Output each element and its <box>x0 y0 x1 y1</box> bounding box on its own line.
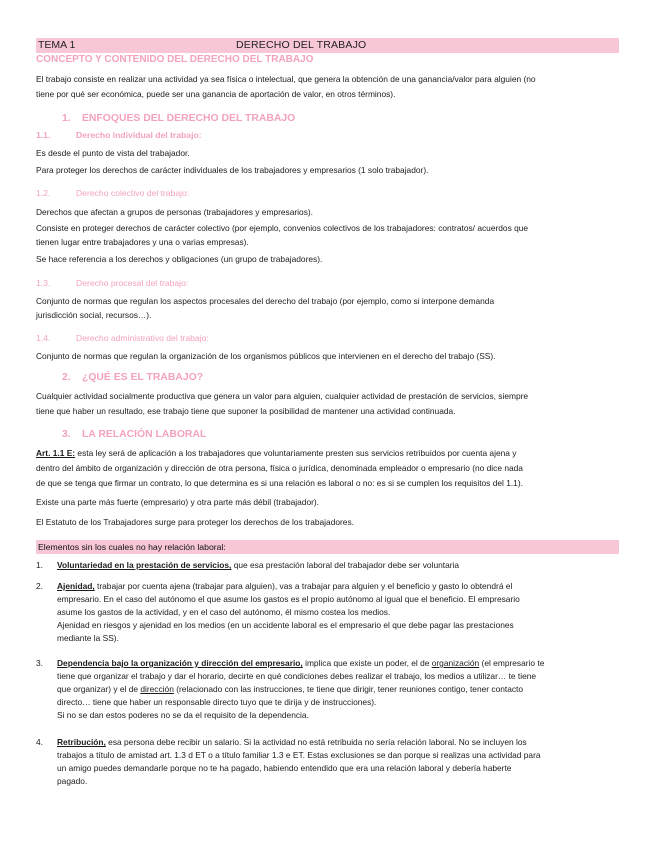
item-text: trabajar por cuenta ajena (trabajar para alguien), vas a trabajar para alguien y el beneficio y gasto lo obtendrá el <box>94 581 513 591</box>
item-text: esa persona debe recibir un salario. Si la actividad no está retribuida no sería relación laboral. No se incluyen los <box>105 737 527 747</box>
item-number: 1. <box>36 560 43 570</box>
section-number: 1. <box>62 113 71 124</box>
section-title: ¿QUÉ ES EL TRABAJO? <box>82 372 204 383</box>
section-title: Derecho colectivo del trabajo: <box>76 188 190 198</box>
section-number: 1.4. <box>36 333 51 343</box>
article-reference: Art. 1.1 E: <box>36 448 76 458</box>
item-number: 4. <box>36 737 43 747</box>
section-title: LA RELACIÓN LABORAL <box>82 429 207 440</box>
subject-title: DERECHO DEL TRABAJO <box>236 39 367 51</box>
item-text: asume los gastos de la actividad, y en el caso del autónomo, él mismo costea los medios. <box>57 607 391 617</box>
item-text: (el empresario te <box>479 658 545 668</box>
section-3-heading <box>62 428 206 442</box>
section-1-3-heading <box>36 277 188 289</box>
article-line-3: de que se tenga que firmar un contrato, lo que determina es si una relación es laboral o no: es si se cumplen los requisitos del 1.1). <box>36 478 523 488</box>
section-title: ENFOQUES DEL DERECHO DEL TRABAJO <box>82 113 296 124</box>
section-number: 2. <box>62 372 71 383</box>
article-line-1 <box>36 447 616 460</box>
item-keyword: Ajenidad, <box>57 581 95 591</box>
article-line-2: dentro del ámbito de organización y dirección de otra persona, física o jurídica, denominada empleador o empresario (no dice nada <box>36 463 523 473</box>
item-text: empresario. En el caso del autónomo el que asume los gastos es el propio autónomo al igual que el beneficio. El empresario <box>57 594 520 604</box>
section-title: Derecho administrativo del trabajo: <box>76 333 209 343</box>
article-text: esta ley será de aplicación a los trabajadores que voluntariamente presten sus servicios retribuidos por cuenta ajena y <box>75 448 517 458</box>
intro-line-1: El trabajo consiste en realizar una actividad ya sea física o intelectual, que genera la obtención de una ganancia/valor para alguien (no <box>36 74 536 84</box>
item-keyword: Dependencia bajo la organización y dirección del empresario, <box>57 658 303 668</box>
header-bar <box>36 38 619 53</box>
paragraph: Se hace referencia a los derechos y obligaciones (un grupo de trabajadores). <box>36 254 323 264</box>
item-text: Ajenidad en riesgos y ajenidad en los medios (en un accidente laboral es el empresario el que debe pagar las prestaciones <box>57 620 514 630</box>
paragraph: jurisdicción social, recursos…). <box>36 310 152 320</box>
paragraph: Conjunto de normas que regulan la organización de los organismos públicos que intervienen en el derecho del trabajo (SS). <box>36 351 496 361</box>
section-1-heading <box>62 112 295 126</box>
paragraph: Derechos que afectan a grupos de personas (trabajadores y empresarios). <box>36 207 313 217</box>
paragraph: El Estatuto de los Trabajadores surge para proteger los derechos de los trabajadores. <box>36 517 354 527</box>
section-number: 3. <box>62 429 71 440</box>
section-number: 1.1. <box>36 130 51 140</box>
item-text: un amigo puedes demandarle porque no te ha pagado, habiendo entendido que era una relación laboral y debería haberte <box>57 763 512 773</box>
item-text: pagado. <box>57 776 88 786</box>
item-keyword: Voluntariedad en la prestación de servicios, <box>57 560 232 570</box>
section-1-4-heading <box>36 332 209 344</box>
intro-line-2: tiene por qué ser económica, puede ser una ganancia de aportación de valor, en otros términos). <box>36 89 396 99</box>
section-2-heading <box>62 371 203 385</box>
section-title: Derecho procesal del trabajo: <box>76 278 189 288</box>
item-text: Si no se dan estos poderes no se da el requisito de la dependencia. <box>57 710 309 720</box>
paragraph: Consiste en proteger derechos de carácter colectivo (por ejemplo, convenios colectivos de los trabajadores: contratos/ acuerdos que <box>36 223 529 233</box>
paragraph: Conjunto de normas que regulan los aspectos procesales del derecho del trabajo (por ejemplo, como si interpone demanda <box>36 296 495 306</box>
section-1-2-heading <box>36 187 189 199</box>
elements-header: Elementos sin los cuales no hay relación laboral: <box>36 540 619 554</box>
section-1-1-heading <box>36 129 202 141</box>
page-title: CONCEPTO Y CONTENIDO DEL DERECHO DEL TRABAJO <box>36 54 314 65</box>
paragraph: tienen lugar entre trabajadores y una o varias empresas). <box>36 237 249 247</box>
section-number: 1.2. <box>36 188 51 198</box>
paragraph: Cualquier actividad socialmente productiva que genera un valor para alguien, cualquier actividad de prestación de servicios, siempre <box>36 391 529 401</box>
paragraph: tiene que haber un resultado, ese trabajo tiene que suponer la posibilidad de mantener una actividad continuada. <box>36 406 456 416</box>
item-text: (relacionado con las instrucciones, te tiene que dirigir, tener reuniones contigo, tener contacto <box>173 684 524 694</box>
item-number: 2. <box>36 581 43 591</box>
underlined-term: dirección <box>140 684 174 694</box>
underlined-term: organización <box>431 658 480 668</box>
item-text: tiene que organizar el trabajo y dar el horario, decirte en qué condiciones debes realizar el trabajo, los medios a utilizar… te tiene <box>57 671 537 681</box>
item-text: directo… tiene que haber un responsable directo tuyo que te dirija y de instrucciones). <box>57 697 377 707</box>
item-text: que organizar) y el de <box>57 684 141 694</box>
paragraph: Para proteger los derechos de carácter individuales de los trabajadores y empresarios (1 solo trabajador). <box>36 165 429 175</box>
section-title: Derecho individual del trabajo: <box>76 130 202 140</box>
item-keyword: Retribución, <box>57 737 106 747</box>
item-text: implica que existe un poder, el de <box>302 658 432 668</box>
paragraph: Es desde el punto de vista del trabajador. <box>36 148 190 158</box>
item-text: trabajos a título de amistad art. 1.3 d ET o a título familiar 1.3 e ET. Estas exclusiones se dan porque si realizas una actividad para <box>57 750 541 760</box>
item-text: que esa prestación laboral del trabajador debe ser voluntaria <box>231 560 460 570</box>
item-text: mediante la SS). <box>57 633 119 643</box>
paragraph: Existe una parte más fuerte (empresario) y otra parte más débil (trabajador). <box>36 497 320 507</box>
topic-number: TEMA 1 <box>38 39 76 51</box>
section-number: 1.3. <box>36 278 51 288</box>
item-number: 3. <box>36 658 43 668</box>
